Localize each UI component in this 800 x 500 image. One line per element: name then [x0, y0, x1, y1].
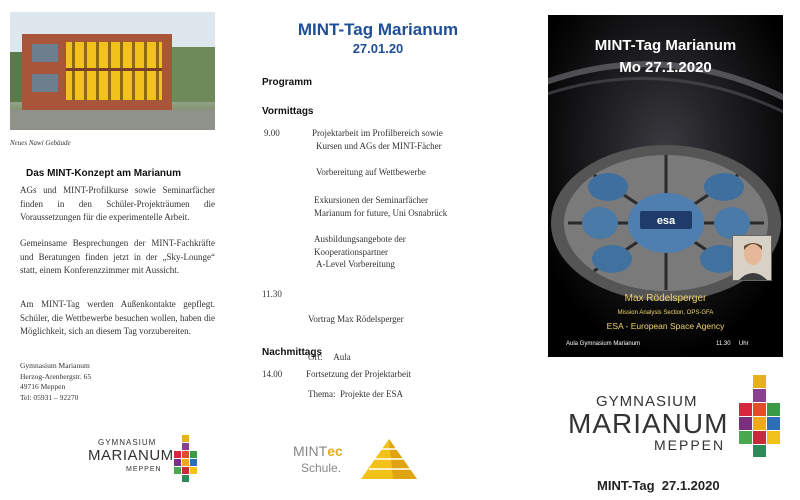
schedule-line: Ausbildungsangebote der — [314, 234, 406, 244]
mintec-logo — [293, 437, 423, 481]
section-heading-nachmittags: Nachmittags — [262, 347, 323, 358]
mintec-wordmark — [293, 443, 343, 459]
colored-cube-icon — [738, 375, 783, 457]
speaker-portrait — [732, 235, 772, 281]
schedule-line: Exkursionen der Seminarfächer — [314, 195, 428, 205]
photo-caption: Neues Nawi Gebäude — [10, 139, 71, 147]
logo-line: GYMNASIUM — [596, 393, 698, 410]
schedule-line: Vorbereitung auf Wettbewerbe — [316, 167, 426, 177]
schedule-entry — [314, 194, 447, 219]
address-line: Gymnasium Marianum — [20, 361, 90, 370]
pyramid-icon — [357, 437, 421, 481]
school-address — [20, 361, 91, 403]
schedule-entry — [316, 166, 426, 179]
concept-paragraph: AGs und MINT-Profilkurse sowie Seminarfächer finden in den Schüler-Projekträumen die Voraussetzungen für die experimentelle Arbeit. — [20, 185, 215, 222]
schedule-line: Projektarbeit im Profilbereich sowie — [312, 128, 443, 138]
logo-line: MEPPEN — [126, 466, 162, 473]
poster-location: Aula Gymnasium Marianum — [566, 341, 641, 347]
poster-date: Mo 27.1.2020 — [619, 59, 712, 76]
event-poster — [548, 15, 783, 357]
schedule-line: A-Level Vorbereitung — [316, 259, 395, 269]
mintec-part: MINT — [293, 443, 328, 459]
address-line: 49716 Meppen — [20, 382, 66, 391]
section-heading-programm: Programm — [262, 77, 313, 88]
schedule-line: Ort: Aula — [308, 351, 351, 362]
marianum-logo-small — [88, 438, 198, 482]
schedule-line: Vortrag Max Rödelsperger — [308, 314, 404, 324]
schedule-entry — [306, 368, 411, 381]
schedule-time: 9.00 — [264, 128, 280, 138]
section-heading-vormittags: Vormittags — [262, 106, 314, 117]
concept-paragraph: Gemeinsame Besprechungen der MINT-Fachkräfte und Beratungen finden jetzt in der „Sky-Lounge“ statt, einem Konferenzzimmer mit Aussicht. — [20, 238, 215, 275]
event-date: 27.01.20 — [352, 41, 404, 56]
logo-line: GYMNASIUM — [98, 438, 157, 447]
colored-cube-icon — [174, 435, 198, 483]
footer-event-tag: MINT-Tag 27.1.2020 — [597, 478, 720, 493]
schedule-line: Thema: Projekte der ESA — [308, 389, 403, 399]
building-photo — [10, 12, 215, 130]
speaker-agency: ESA - European Space Agency — [606, 321, 725, 331]
marianum-logo-large — [568, 375, 783, 457]
speaker-name: Max Rödelsperger — [624, 293, 707, 304]
schedule-time: 11.30 — [262, 289, 282, 299]
logo-line: MARIANUM — [568, 408, 729, 439]
schedule-line: Kursen und AGs der MINT-Fächer — [316, 140, 442, 151]
poster-time: 11.30 Uhr — [716, 341, 749, 347]
mintec-subline: Schule. — [301, 461, 342, 475]
page-title: MINT-Tag Marianum — [297, 20, 459, 39]
schedule-line: Marianum for future, Uni Osnabrück — [314, 207, 448, 218]
concept-paragraph: Am MINT-Tag werden Außenkontakte gepflegt. Schüler, die Wettbewerbe besuchen wollen, haben die Möglichkeit, sich an diesem Tag vorzubereiten. — [20, 299, 215, 336]
address-line: Herzog-Arenbergstr. 65 — [20, 371, 92, 381]
mintec-part: ec — [327, 443, 343, 459]
schedule-entry — [314, 233, 406, 271]
speaker-section: Mission Analysis Section, OPS-GFA — [617, 310, 714, 316]
schedule-time: 14.00 — [262, 369, 283, 379]
esa-logo-text: esa — [656, 215, 676, 227]
schedule-line: Kooperationspartner — [314, 246, 388, 257]
schedule-entry — [308, 288, 404, 413]
logo-line: MARIANUM — [88, 447, 174, 464]
schedule-line: Fortsetzung der Projektarbeit — [306, 369, 411, 379]
address-line: Tel: 05931 – 92270 — [20, 392, 79, 402]
poster-title: MINT-Tag Marianum — [594, 37, 737, 54]
logo-line: MEPPEN — [654, 437, 726, 453]
schedule-entry — [312, 127, 443, 152]
concept-heading: Das MINT-Konzept am Marianum — [26, 168, 182, 179]
